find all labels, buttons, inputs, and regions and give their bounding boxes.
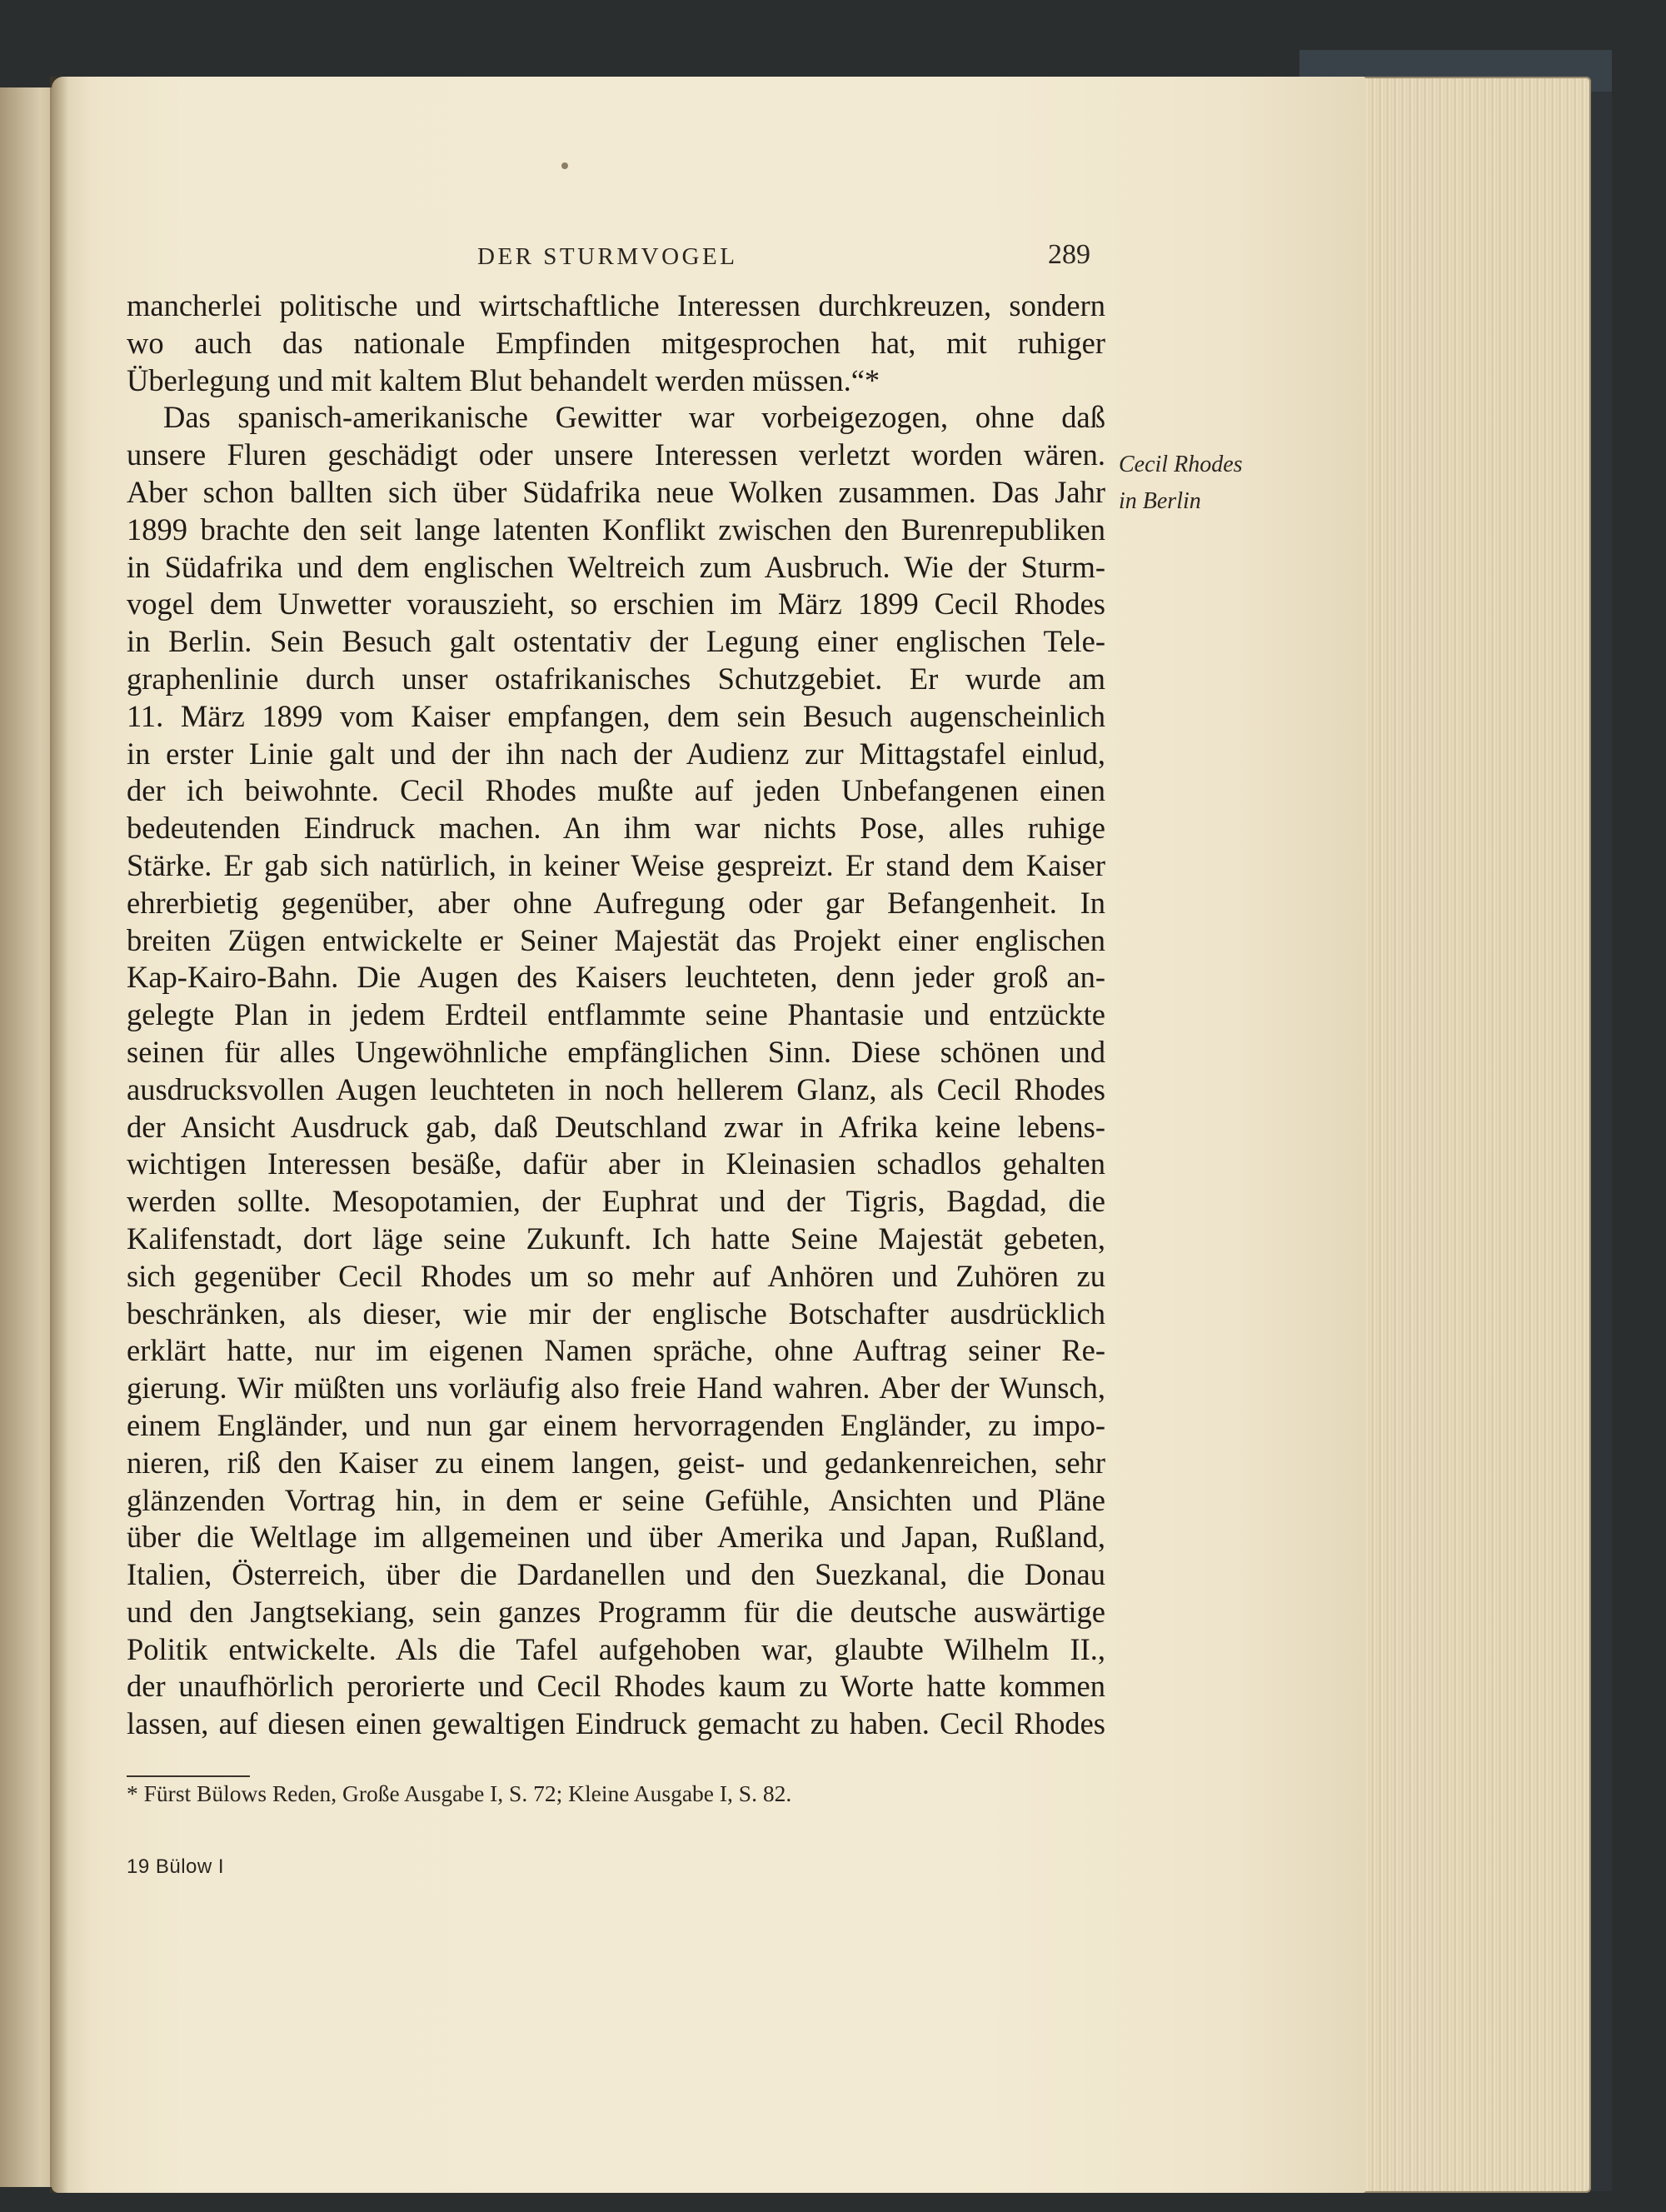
text-line: beschränken, als dieser, wie mir der englische Botschafter ausdrücklich [127, 1296, 1105, 1331]
running-head: DER STURMVOGEL [477, 243, 738, 270]
text-line: der ich beiwohnte. Cecil Rhodes mußte auf jeden Unbefangenen einen [127, 773, 1105, 808]
text-line: wo auch das nationale Empfinden mitgesprochen hat, mit ruhiger [127, 325, 1105, 360]
gutter-shadow [50, 77, 68, 2193]
text-line: glänzenden Vortrag hin, in dem er seine Gefühle, Ansichten und Pläne [127, 1482, 1105, 1517]
footnote: * Fürst Bülows Reden, Große Ausgabe I, S. 72; Kleine Ausgabe I, S. 82. [127, 1780, 792, 1806]
text-line: wichtigen Interessen besäße, dafür aber in Kleinasien schadlos gehalten [127, 1146, 1105, 1181]
text-line: 1899 brachte den seit lange latenten Konflikt zwischen den Burenrepubliken [127, 512, 1105, 547]
text-line: unsere Fluren geschädigt oder unsere Interessen verletzt worden wären. [127, 437, 1105, 472]
text-line: breiten Zügen entwickelte er Seiner Majestät das Projekt einer englischen [127, 922, 1105, 957]
text-line: in Südafrika und dem englischen Weltreich zum Ausbruch. Wie der Sturm- [127, 549, 1105, 584]
margin-note [1119, 447, 1243, 520]
text-line: vogel dem Unwetter vorauszieht, so erschien im März 1899 Cecil Rhodes [127, 587, 1105, 622]
text-line: nieren, riß den Kaiser zu einem langen, geist- und gedankenreichen, sehr [127, 1445, 1105, 1480]
text-line: Kap-Kairo-Bahn. Die Augen des Kaisers leuchteten, denn jeder groß an- [127, 960, 1105, 995]
text-line: der Ansicht Ausdruck gab, daß Deutschland zwar in Afrika keine lebens- [127, 1109, 1105, 1144]
text-line: in Berlin. Sein Besuch galt ostentativ der Legung einer englischen Tele- [127, 624, 1105, 659]
text-line: mancherlei politische und wirtschaftliche Interessen durchkreuzen, sondern [127, 288, 1105, 322]
text-line: ehrerbietig gegenüber, aber ohne Aufregung oder gar Befangenheit. In [127, 885, 1105, 920]
text-line: in erster Linie galt und der ihn nach der Audienz zur Mittagstafel einlud, [127, 736, 1105, 771]
page-number: 289 [1048, 239, 1090, 270]
text-line: Aber schon ballten sich über Südafrika neue Wolken zusammen. Das Jahr [127, 474, 1105, 509]
text-line: ausdrucksvollen Augen leuchteten in noch hellerem Glanz, als Cecil Rhodes [127, 1071, 1105, 1106]
text-line: gelegte Plan in jedem Erdteil entflammte seine Phantasie und entzückte [127, 997, 1105, 1032]
text-line: erklärt hatte, nur im eigenen Namen spräche, ohne Auftrag seiner Re- [127, 1333, 1105, 1368]
text-line: über die Weltlage im allgemeinen und über Amerika und Japan, Rußland, [127, 1520, 1105, 1555]
footnote-rule [127, 1775, 250, 1777]
text-line: Kalifenstadt, dort läge seine Zukunft. Ich hatte Seine Majestät gebeten, [127, 1221, 1105, 1256]
text-line: und den Jangtsekiang, sein ganzes Programm für die deutsche auswärtige [127, 1594, 1105, 1629]
text-line: werden sollte. Mesopotamien, der Euphrat und der Tigris, Bagdad, die [127, 1184, 1105, 1219]
cover-spine-edge [1591, 92, 1612, 2191]
ink-dot [561, 162, 568, 169]
text-line: gierung. Wir müßten uns vorläufig also freie Hand wahren. Aber der Wunsch, [127, 1371, 1105, 1406]
text-line: Überlegung und mit kaltem Blut behandelt werden müssen.“* [127, 362, 880, 397]
text-line: der unaufhörlich perorierte und Cecil Rhodes kaum zu Worte hatte kommen [127, 1669, 1105, 1704]
margin-note-line: Cecil Rhodes [1119, 452, 1243, 477]
text-line: Das spanisch-amerikanische Gewitter war vorbeigezogen, ohne daß [163, 400, 1105, 435]
text-line: Stärke. Er gab sich natürlich, in keiner Weise gespreizt. Er stand dem Kaiser [127, 847, 1105, 882]
signature-mark: 19 Bülow I [127, 1855, 225, 1878]
margin-note-line: in Berlin [1119, 488, 1201, 514]
text-line: graphenlinie durch unser ostafrikanisches Schutzgebiet. Er wurde am [127, 661, 1105, 696]
text-line: sich gegenüber Cecil Rhodes um so mehr auf Anhören und Zuhören zu [127, 1258, 1105, 1293]
text-line: bedeutenden Eindruck machen. An ihm war nichts Pose, alles ruhige [127, 811, 1105, 846]
text-line: Italien, Österreich, über die Dardanellen und den Suezkanal, die Donau [127, 1557, 1105, 1592]
text-line: einem Engländer, und nun gar einem hervorragenden Engländer, zu impo- [127, 1407, 1105, 1442]
text-line: lassen, auf diesen einen gewaltigen Eindruck gemacht zu haben. Cecil Rhodes [127, 1706, 1105, 1741]
text-line: seinen für alles Ungewöhnliche empfänglichen Sinn. Diese schönen und [127, 1034, 1105, 1069]
body-text [127, 287, 1105, 1743]
page-block-edges [1341, 77, 1591, 2193]
text-line: Politik entwickelte. Als die Tafel aufgehoben war, glaubte Wilhelm II., [127, 1631, 1105, 1666]
text-line: 11. März 1899 vom Kaiser empfangen, dem sein Besuch augenscheinlich [127, 698, 1105, 733]
